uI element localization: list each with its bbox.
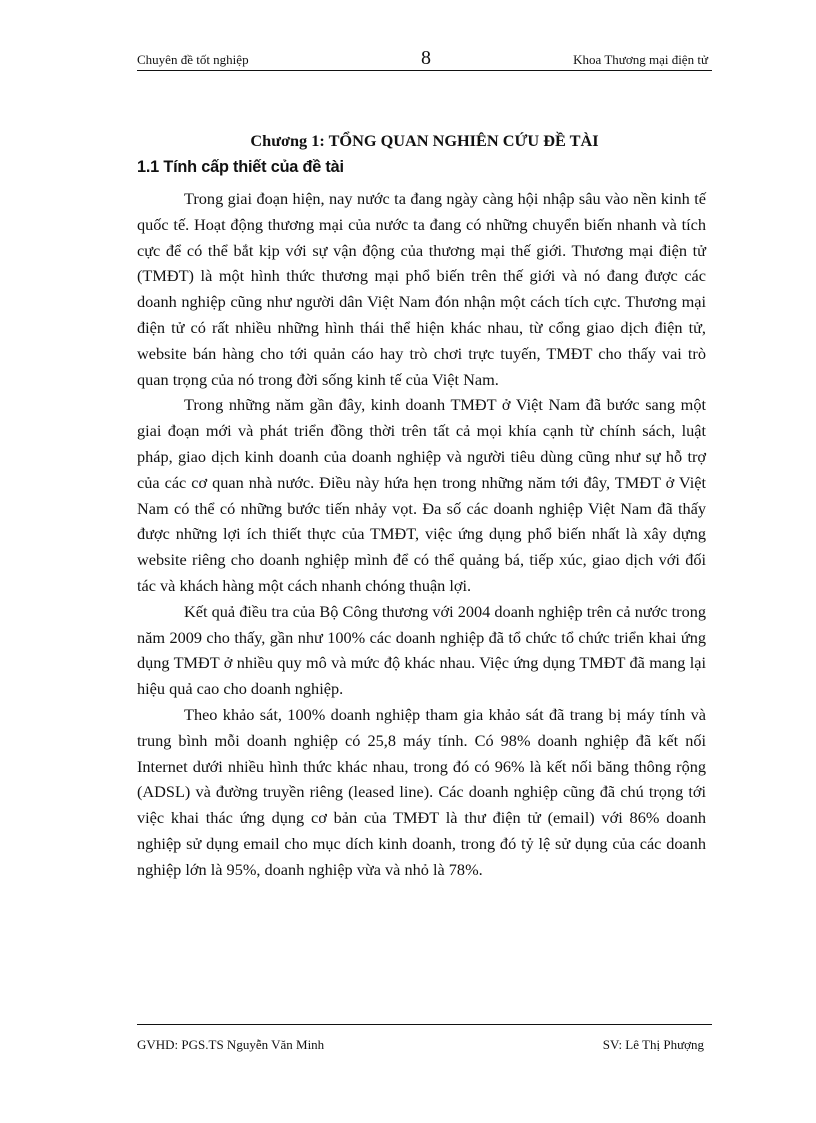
footer-student: SV: Lê Thị Phượng xyxy=(602,1037,704,1052)
paragraph: Trong những năm gần đây, kinh doanh TMĐT ở Việt Nam đã bước sang một giai đoạn mới và phát triển đồng thời trên tất cả mọi khía cạnh từ chính sách, luật pháp, giao dịch kinh doanh của doanh nghiệp và người tiêu dùng cũng như sự hỗ trợ của các cơ quan nhà nước. Điều này hứa hẹn trong những năm tới đây, TMĐT ở Việt Nam có thể có những bước tiến nhảy vọt. Đa số các doanh nghiệp Việt Nam đã thấy được những lợi ích thiết thực của TMĐT, việc ứng dụng phổ biến nhất là xây dựng website riêng cho doanh nghiệp mình để có thể quảng bá, tiếp xúc, giao dịch với đối tác và khách hàng một cách nhanh chóng thuận lợi. xyxy=(137,395,706,595)
footer-supervisor: GVHD: PGS.TS Nguyễn Văn Minh xyxy=(137,1037,325,1052)
page-header xyxy=(137,44,712,71)
paragraph: Theo khảo sát, 100% doanh nghiệp tham gia khảo sát đã trang bị máy tính và trung bình mỗi doanh nghiệp có 25,8 máy tính. Có 98% doanh nghiệp đã kết nối Internet dưới nhiều hình thức khác nhau, trong đó có 96% là kết nối băng thông rộng (ADSL) và đường truyền riêng (leased line). Các doanh nghiệp cũng đã chú trọng tới việc khai thác ứng dụng cơ bản của TMĐT là thư điện tử (email) với 86% doanh nghiệp sử dụng email cho mục dích kinh doanh, trong đó tỷ lệ sử dụng của các doanh nghiệp lớn là 95%, doanh nghiệp vừa và nhỏ là 78%. xyxy=(137,704,706,879)
header-document-type: Chuyên đề tốt nghiệp xyxy=(137,52,249,67)
paragraph: Trong giai đoạn hiện, nay nước ta đang ngày càng hội nhập sâu vào nền kinh tế quốc tế. Hoạt động thương mại của nước ta đang có những chuyển biến nhanh và tích cực để có thể bắt kịp với sự vận động của thương mại thế giới. Thương mại điện tử (TMĐT) là một hình thức thương mại phổ biến trên thế giới và nó đang được các doanh nghiệp cũng như người dân Việt Nam đón nhận một cách tích cực. Thương mại điện tử có rất nhiều những hình thái thể hiện khác nhau, từ cổng giao dịch điện tử, website bán hàng cho tới quản cáo hay trò chơi trực tuyến, TMĐT cho thấy vai trò quan trọng của nó trong đời sống kinh tế của Việt Nam. xyxy=(137,189,706,389)
body-text xyxy=(137,186,706,883)
page-number: 8 xyxy=(421,47,431,69)
paragraph: Kết quả điều tra của Bộ Công thương với 2004 doanh nghiệp trên cả nước trong năm 2009 cho thấy, gần như 100% các doanh nghiệp đã tổ chức tổ chức triển khai ứng dụng TMĐT ở nhiều quy mô và mức độ khác nhau. Việc ứng dụng TMĐT đã mang lại hiệu quả cao cho doanh nghiệp. xyxy=(137,601,706,699)
section-title: 1.1 Tính cấp thiết của đề tài xyxy=(137,158,344,176)
header-faculty: Khoa Thương mại điện tử xyxy=(573,52,708,67)
page-footer xyxy=(137,1024,712,1053)
chapter-title: Chương 1: TỔNG QUAN NGHIÊN CỨU ĐỀ TÀI xyxy=(250,131,599,150)
